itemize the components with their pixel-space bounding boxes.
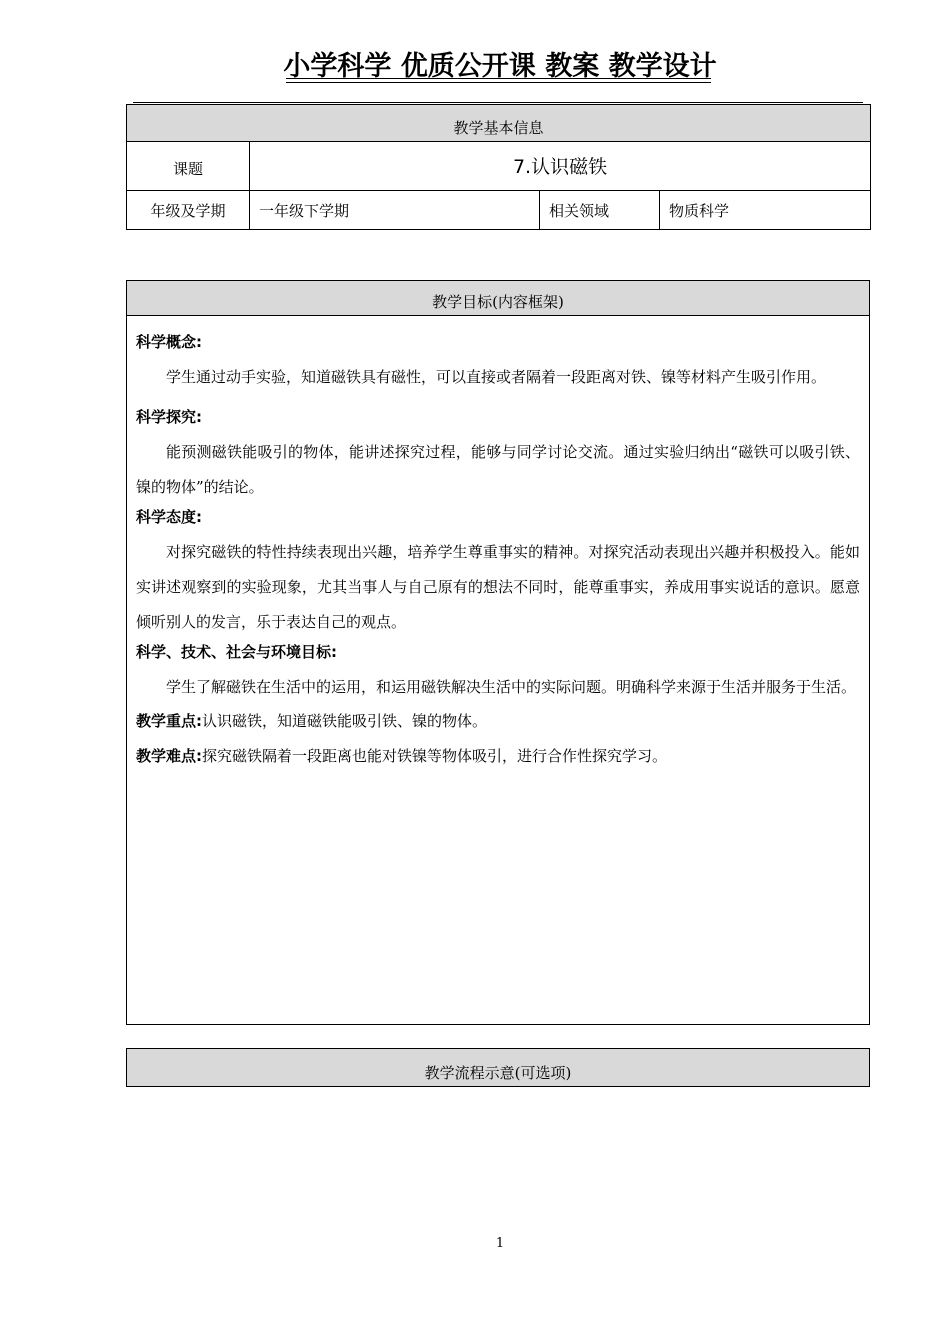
basic-info-table bbox=[126, 104, 871, 230]
concept-title: 科学概念: bbox=[136, 333, 202, 351]
difficulty-line bbox=[136, 746, 860, 766]
stse-title: 科学、技术、社会与环境目标: bbox=[136, 643, 337, 661]
inquiry-text: 能预测磁铁能吸引的物体，能讲述探究过程，能够与同学讨论交流。通过实验归纳出“磁铁可以吸引铁、镍的物体”的结论。 bbox=[136, 443, 860, 496]
header-rule bbox=[133, 102, 863, 103]
basic-info-header: 教学基本信息 bbox=[127, 105, 871, 142]
inquiry-title: 科学探究: bbox=[136, 408, 202, 426]
title-underline bbox=[286, 82, 711, 83]
document-title: 小学科学 优质公开课 教案 教学设计 bbox=[283, 51, 717, 82]
key-point-line bbox=[136, 711, 860, 731]
goals-content bbox=[127, 316, 870, 1025]
grade-label: 年级及学期 bbox=[127, 191, 250, 230]
concept-text: 学生通过动手实验，知道磁铁具有磁性，可以直接或者隔着一段距离对铁、镍等材料产生吸引作用。 bbox=[166, 368, 827, 386]
difficulty-text: 探究磁铁隔着一段距离也能对铁镍等物体吸引，进行合作性探究学习。 bbox=[202, 747, 668, 765]
field-value: 物质科学 bbox=[660, 191, 871, 230]
field-label: 相关领域 bbox=[540, 191, 660, 230]
key-point-text: 认识磁铁，知道磁铁能吸引铁、镍的物体。 bbox=[202, 712, 488, 730]
topic-value: 7.认识磁铁 bbox=[250, 142, 871, 191]
stse-text: 学生了解磁铁在生活中的运用，和运用磁铁解决生活中的实际问题。明确科学来源于生活并服务于生活。 bbox=[166, 678, 857, 696]
title-underline bbox=[286, 78, 711, 79]
teaching-goals-table bbox=[126, 280, 870, 1025]
goals-header: 教学目标(内容框架) bbox=[127, 281, 870, 316]
topic-label: 课题 bbox=[127, 142, 250, 191]
attitude-text: 对探究磁铁的特性持续表现出兴趣，培养学生尊重事实的精神。对探究活动表现出兴趣并积极投入。能如实讲述观察到的实验现象，尤其当事人与自己原有的想法不同时，能尊重事实，养成用事实说话的意识。愿意倾听别人的发言，乐于表达自己的观点。 bbox=[136, 543, 860, 631]
difficulty-label: 教学难点: bbox=[136, 747, 202, 765]
flow-header: 教学流程示意(可选项) bbox=[127, 1049, 870, 1087]
teaching-flow-table bbox=[126, 1048, 870, 1087]
page-number: 1 bbox=[495, 1236, 505, 1251]
attitude-title: 科学态度: bbox=[136, 508, 202, 526]
grade-value: 一年级下学期 bbox=[250, 191, 540, 230]
key-point-label: 教学重点: bbox=[136, 712, 202, 730]
